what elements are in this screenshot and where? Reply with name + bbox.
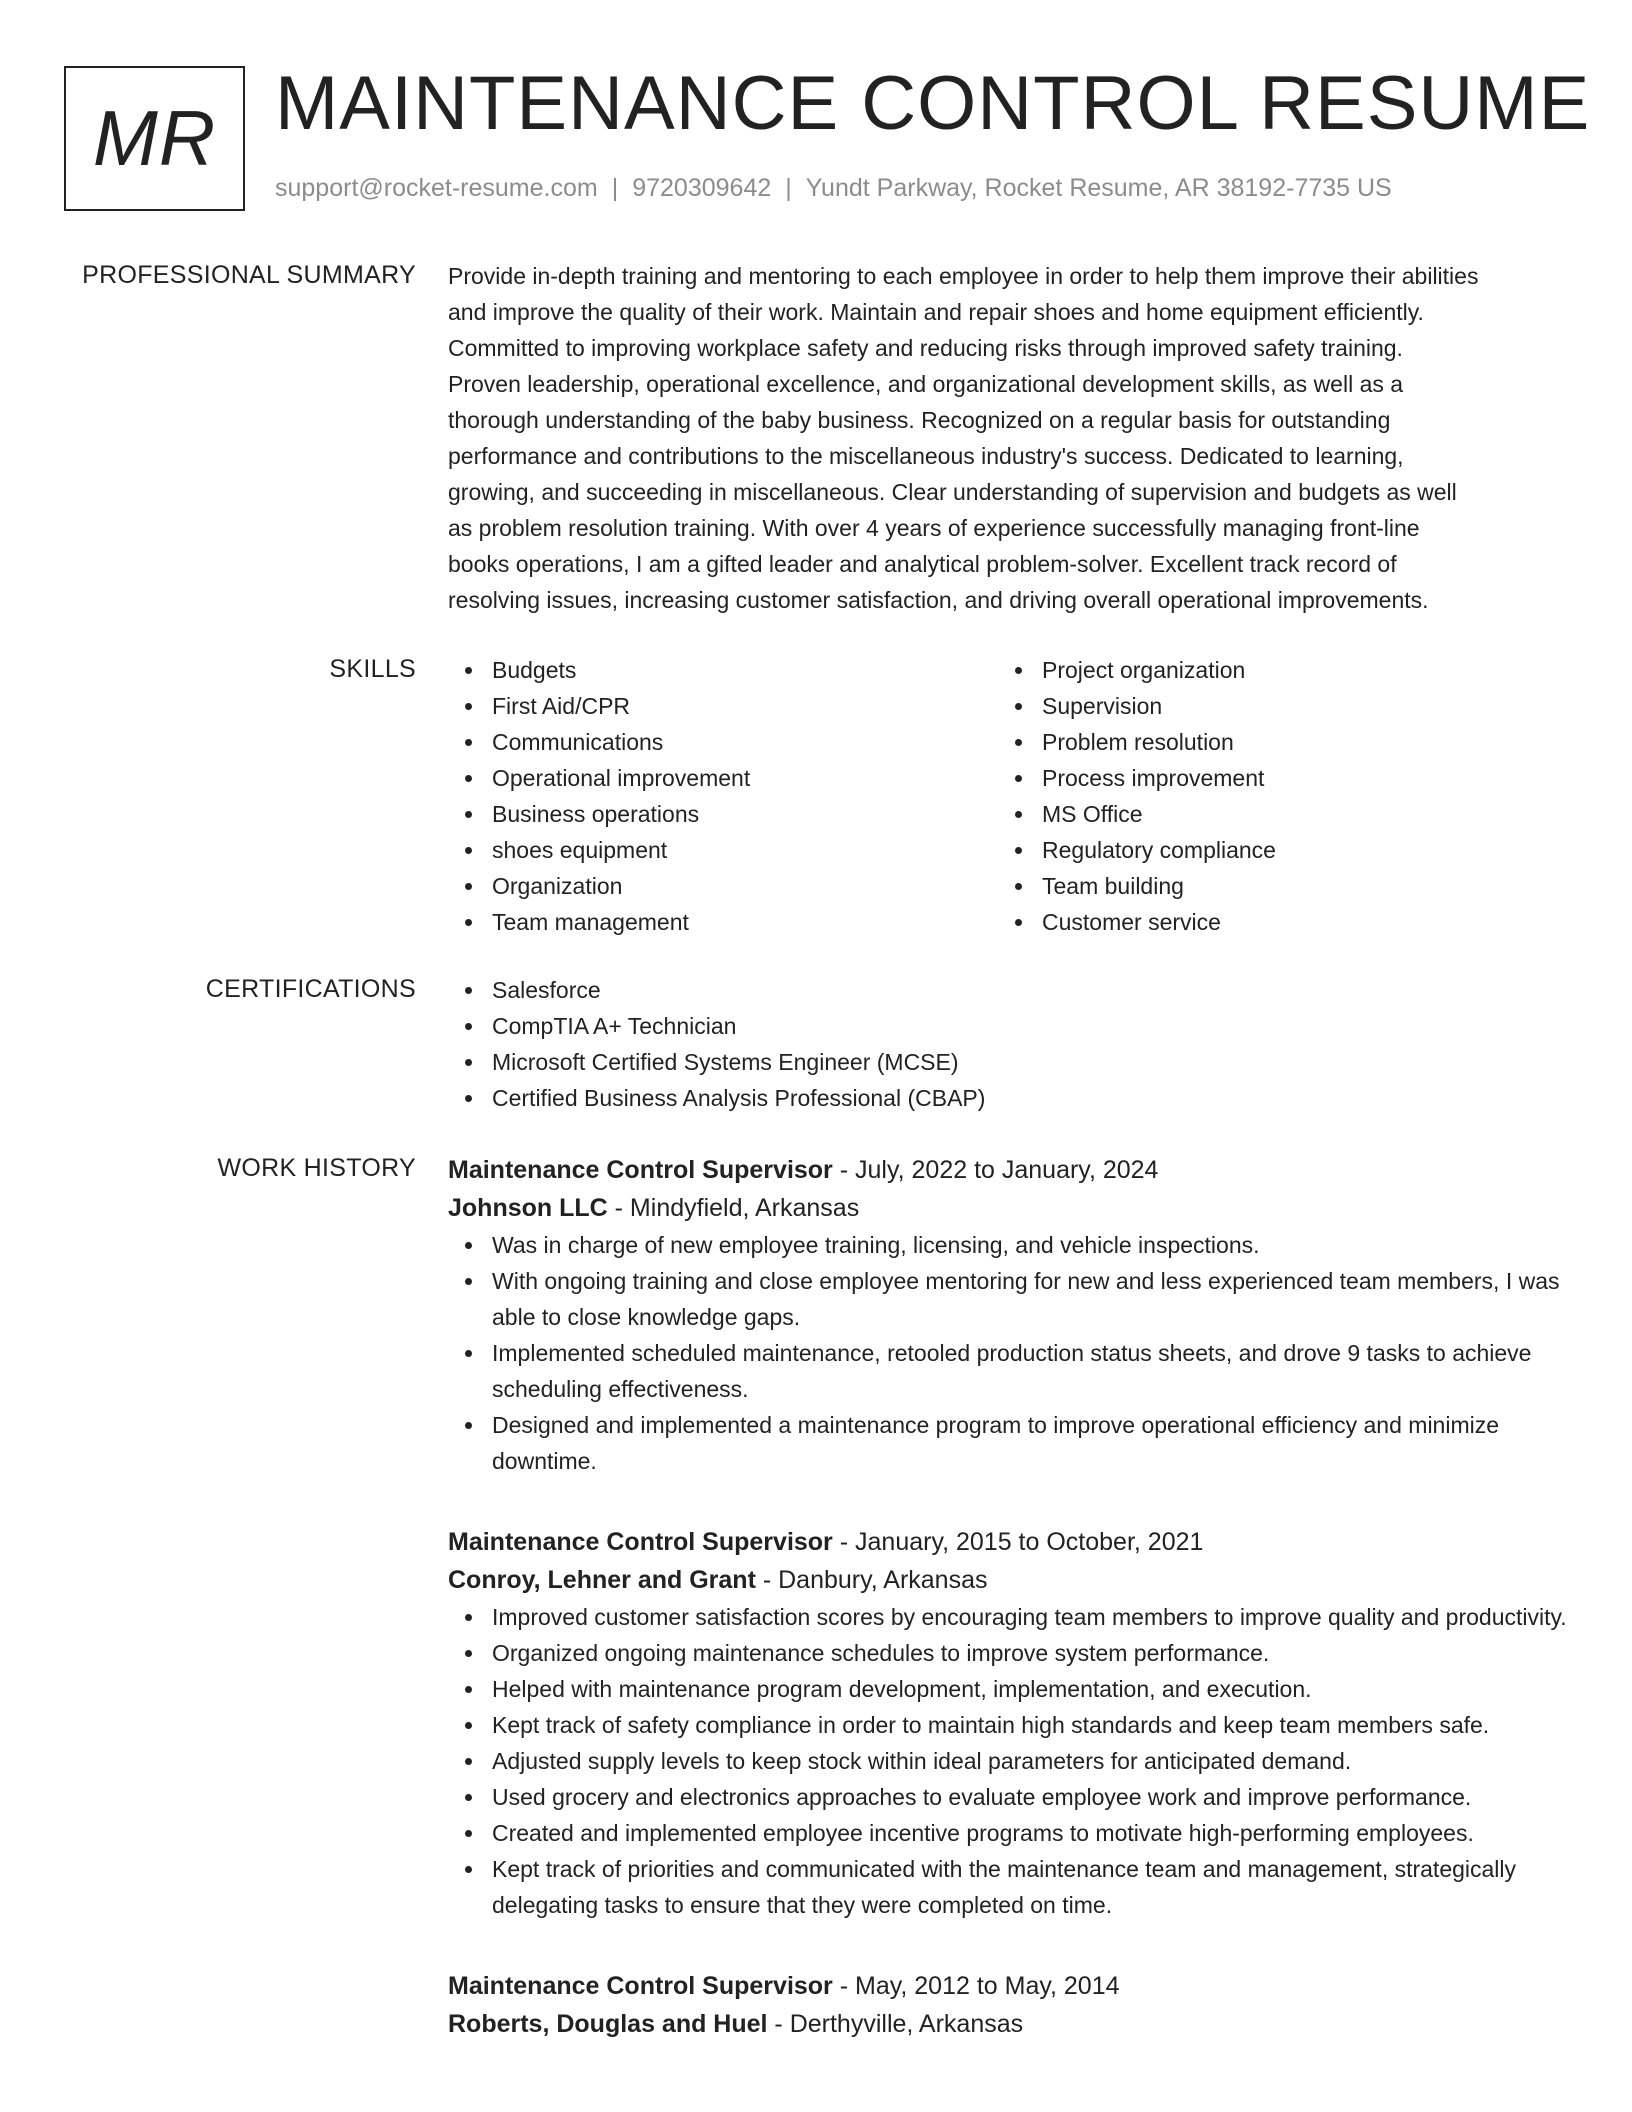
skill-item: Operational improvement [448, 760, 998, 796]
job-company-line [448, 1561, 1568, 1599]
skill-item: Team management [448, 904, 998, 940]
job-location: - Mindyfield, Arkansas [607, 1194, 860, 1222]
job-bullet: Organized ongoing maintenance schedules to improve system performance. [448, 1635, 1568, 1671]
job-bullet: Adjusted supply levels to keep stock within ideal parameters for anticipated demand. [448, 1743, 1568, 1779]
certifications-list [448, 972, 1568, 1116]
section-label-work-history: WORK HISTORY [217, 1154, 416, 1182]
contact-line [275, 174, 1392, 203]
summary-line: thorough understanding of the baby business. Recognized on a regular basis for outstanding [448, 407, 1391, 433]
section-label-certifications: CERTIFICATIONS [205, 975, 416, 1003]
job-company: Johnson LLC [448, 1194, 608, 1222]
skill-item: Problem resolution [998, 724, 1548, 760]
job-location: - Derthyville, Arkansas [767, 2010, 1024, 2038]
summary-line: Proven leadership, operational excellence, and organizational development skills, as well as a [448, 371, 1404, 397]
job-bullet: Was in charge of new employee training, licensing, and vehicle inspections. [448, 1227, 1568, 1263]
contact-phone[interactable]: 9720309642 [632, 174, 772, 202]
job-title-line [448, 1967, 1568, 2005]
job-entry [448, 1151, 1568, 1479]
job-company: Roberts, Douglas and Huel [448, 2010, 768, 2038]
summary-line: growing, and succeeding in miscellaneous. Clear understanding of supervision and budgets as well [448, 479, 1457, 505]
contact-separator: | [611, 174, 619, 202]
skill-item: Communications [448, 724, 998, 760]
summary-line: and improve the quality of their work. Maintain and repair shoes and home equipment efficiently. [448, 299, 1424, 325]
contact-separator: | [785, 174, 792, 202]
job-dates: - May, 2012 to May, 2014 [832, 1972, 1120, 2000]
job-title: Maintenance Control Supervisor [448, 1972, 833, 2000]
section-label-summary: PROFESSIONAL SUMMARY [82, 261, 416, 289]
certifications-body [448, 972, 1568, 1116]
summary-line: books operations, I am a gifted leader and analytical problem-solver. Excellent track record of [448, 551, 1397, 577]
job-bullet: Helped with maintenance program development, implementation, and execution. [448, 1671, 1568, 1707]
job-location: - Danbury, Arkansas [755, 1566, 988, 1594]
job-bullet: With ongoing training and close employee mentoring for new and less experienced team members, I was able to close knowledge gaps. [448, 1263, 1568, 1335]
job-title: Maintenance Control Supervisor [448, 1528, 833, 1556]
skill-item: Team building [998, 868, 1548, 904]
contact-email[interactable]: support@rocket-resume.com [275, 174, 598, 202]
skill-item: Regulatory compliance [998, 832, 1548, 868]
job-title: Maintenance Control Supervisor [448, 1156, 833, 1184]
job-bullet: Kept track of safety compliance in order to maintain high standards and keep team members safe. [448, 1707, 1568, 1743]
skill-item: Supervision [998, 688, 1548, 724]
skill-item: Budgets [448, 652, 998, 688]
resume-title: MAINTENANCE CONTROL RESUME [275, 61, 1591, 146]
summary-line: Committed to improving workplace safety and reducing risks through improved safety training. [448, 335, 1403, 361]
summary-line: resolving issues, increasing customer satisfaction, and driving overall operational improvements. [448, 587, 1429, 613]
skills-body [448, 652, 1568, 940]
summary-line: Provide in-depth training and mentoring to each employee in order to help them improve their abilities [448, 263, 1479, 289]
summary-body [448, 258, 1568, 618]
job-bullet-list [448, 1599, 1568, 1923]
job-bullet-list [448, 1227, 1568, 1479]
job-bullet: Implemented scheduled maintenance, retooled production status sheets, and drove 9 tasks to achieve scheduling effectiveness. [448, 1335, 1568, 1407]
skill-item: Business operations [448, 796, 998, 832]
section-label-skills: SKILLS [329, 655, 416, 683]
job-title-line [448, 1523, 1568, 1561]
skill-item: First Aid/CPR [448, 688, 998, 724]
skill-item: MS Office [998, 796, 1548, 832]
resume-header [64, 61, 1591, 210]
certification-item: Microsoft Certified Systems Engineer (MCSE) [448, 1044, 1568, 1080]
contact-address: Yundt Parkway, Rocket Resume, AR 38192-7735 US [805, 174, 1392, 202]
job-company: Conroy, Lehner and Grant [448, 1566, 756, 1594]
summary-text [448, 258, 1568, 618]
skill-item: Project organization [998, 652, 1548, 688]
job-bullet: Designed and implemented a maintenance program to improve operational efficiency and minimize downtime. [448, 1407, 1568, 1479]
work-history-body [448, 1151, 1568, 2087]
certification-item: Salesforce [448, 972, 1568, 1008]
skills-list-right [998, 652, 1548, 940]
job-company-line [448, 2005, 1568, 2043]
job-bullet: Used grocery and electronics approaches to evaluate employee work and improve performance. [448, 1779, 1568, 1815]
monogram-logo: MR [64, 66, 245, 211]
skill-item: Process improvement [998, 760, 1548, 796]
job-dates: - July, 2022 to January, 2024 [832, 1156, 1159, 1184]
summary-line: as problem resolution training. With over 4 years of experience successfully managing front-line [448, 515, 1420, 541]
job-company-line [448, 1189, 1568, 1227]
job-dates: - January, 2015 to October, 2021 [832, 1528, 1204, 1556]
skills-list-left [448, 652, 998, 940]
job-bullet: Kept track of priorities and communicated with the maintenance team and management, strategically delegating tasks to ensure that they were completed on time. [448, 1851, 1568, 1923]
certification-item: CompTIA A+ Technician [448, 1008, 1568, 1044]
job-bullet: Created and implemented employee incentive programs to motivate high-performing employees. [448, 1815, 1568, 1851]
skill-item: Organization [448, 868, 998, 904]
job-entry [448, 1967, 1568, 2043]
job-entry [448, 1523, 1568, 1923]
skill-item: shoes equipment [448, 832, 998, 868]
skill-item: Customer service [998, 904, 1548, 940]
job-bullet: Improved customer satisfaction scores by encouraging team members to improve quality and productivity. [448, 1599, 1568, 1635]
certification-item: Certified Business Analysis Professional (CBAP) [448, 1080, 1568, 1116]
summary-line: performance and contributions to the miscellaneous industry's success. Dedicated to learning, [448, 443, 1404, 469]
job-title-line [448, 1151, 1568, 1189]
